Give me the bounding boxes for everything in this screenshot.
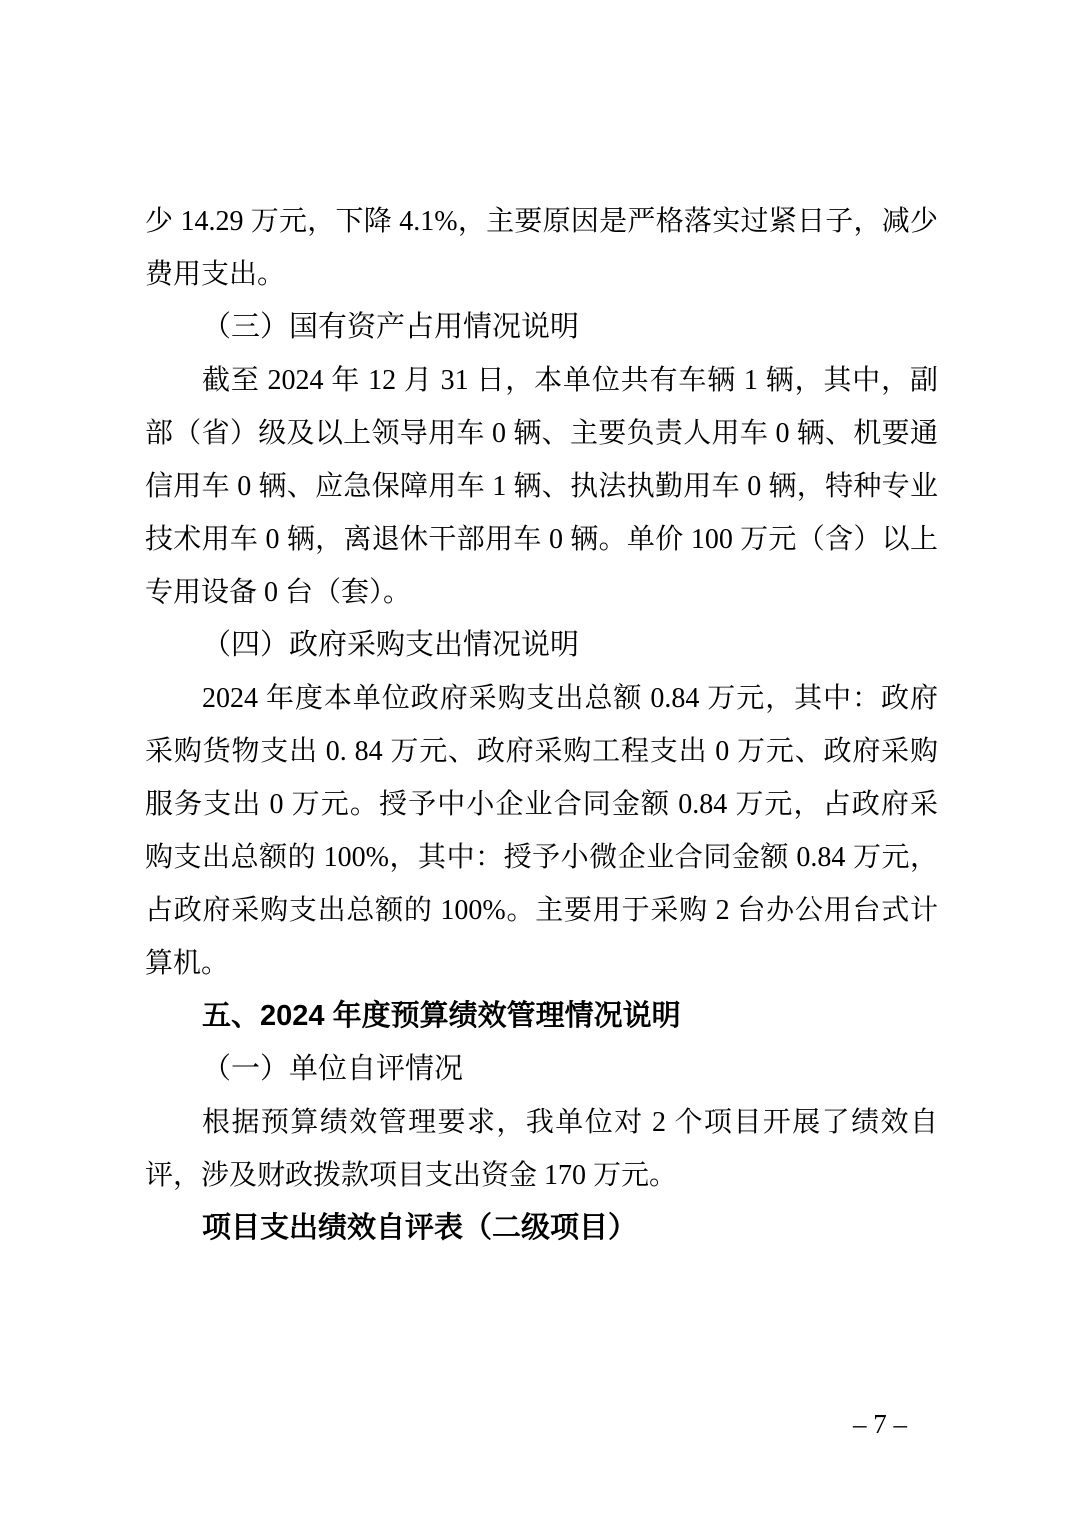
heading-section-five-line: 五、2024 年度预算绩效管理情况说明	[202, 1000, 681, 1032]
document-body	[145, 195, 938, 1255]
paragraph-gov-procurement-line: 服务支出 0 万元。授予中小企业合同金额 0.84 万元，占政府采	[145, 789, 938, 820]
paragraph-state-assets-line: 技术用车 0 辆，离退休干部用车 0 辆。单价 100 万元（含）以上	[145, 524, 938, 555]
page-number: – 7 –	[853, 1409, 907, 1439]
paragraph-gov-procurement-line: 2024 年度本单位政府采购支出总额 0.84 万元，其中：政府	[202, 683, 938, 714]
paragraph-self-evaluation-line: 评，涉及财政拨款项目支出资金 170 万元。	[145, 1160, 678, 1191]
paragraph-gov-procurement-line: 占政府采购支出总额的 100%。主要用于采购 2 台办公用台式计	[145, 895, 938, 926]
paragraph-self-evaluation-line: 根据预算绩效管理要求，我单位对 2 个项目开展了绩效自	[202, 1107, 938, 1138]
paragraph-state-assets-line: 信用车 0 辆、应急保障用车 1 辆、执法执勤用车 0 辆，特种专业	[145, 471, 938, 502]
paragraph-state-assets-line: 截至 2024 年 12 月 31 日，本单位共有车辆 1 辆，其中，副	[202, 365, 938, 396]
paragraph-expense-decrease-continuation-line: 费用支出。	[145, 259, 286, 290]
paragraph-gov-procurement-line: 采购货物支出 0. 84 万元、政府采购工程支出 0 万元、政府采购	[145, 736, 938, 767]
subheading-self-evaluation-line: （一）单位自评情况	[202, 1053, 464, 1085]
paragraph-state-assets-line: 专用设备 0 台（套）。	[145, 577, 412, 608]
subheading-gov-procurement-line: （四）政府采购支出情况说明	[202, 629, 580, 661]
paragraph-expense-decrease-continuation-line: 少 14.29 万元，下降 4.1%，主要原因是严格落实过紧日子，减少	[145, 206, 938, 237]
paragraph-gov-procurement-line: 购支出总额的 100%，其中：授予小微企业合同金额 0.84 万元，	[145, 842, 938, 873]
subheading-state-assets-line: （三）国有资产占用情况说明	[202, 311, 580, 343]
heading-self-evaluation-table-line: 项目支出绩效自评表（二级项目）	[202, 1212, 638, 1244]
paragraph-gov-procurement-line: 算机。	[145, 948, 230, 979]
paragraph-state-assets-line: 部（省）级及以上领导用车 0 辆、主要负责人用车 0 辆、机要通	[145, 418, 938, 449]
